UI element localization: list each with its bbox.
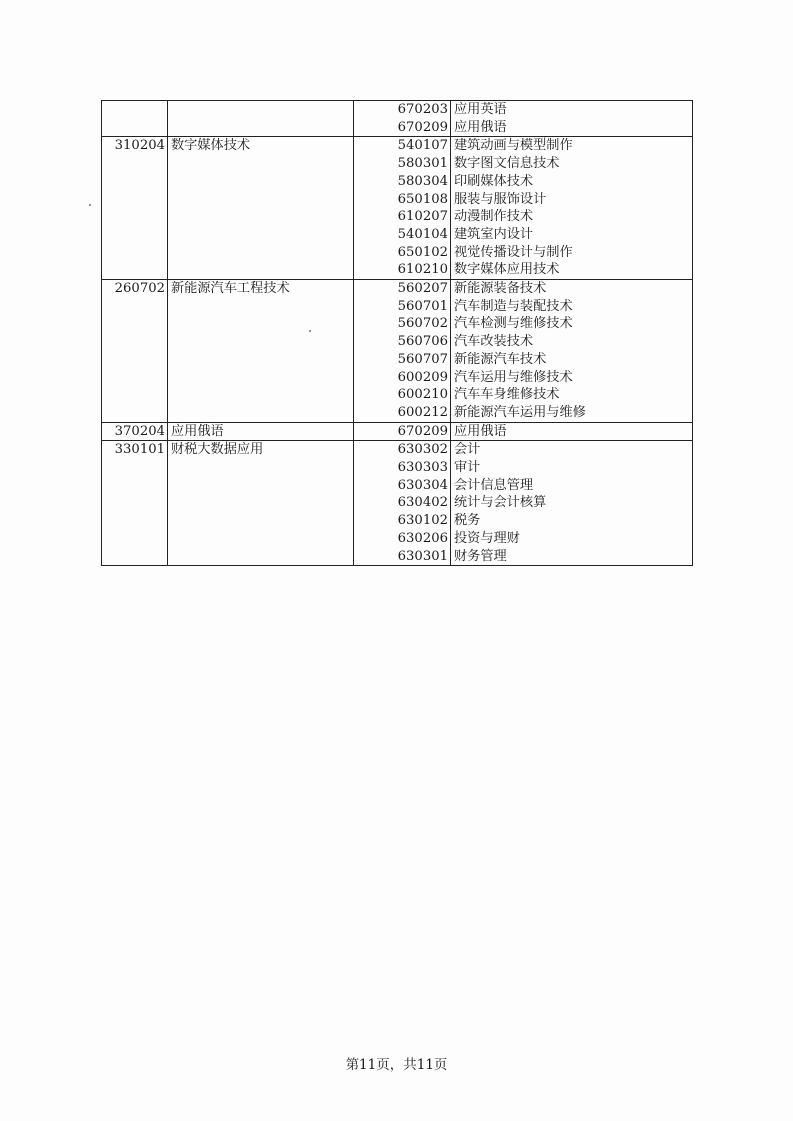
major-code-cell: [102, 191, 168, 209]
related-code-cell: 540107: [354, 137, 451, 155]
related-name-cell: 汽车运用与维修技术: [451, 369, 693, 387]
major-name-cell: [168, 386, 354, 404]
major-name-cell: 应用俄语: [168, 422, 354, 441]
major-name-cell: [168, 155, 354, 173]
major-name-cell: 财税大数据应用: [168, 441, 354, 459]
related-code-cell: 610207: [354, 208, 451, 226]
table-row: [102, 315, 693, 333]
table-row: [102, 191, 693, 209]
major-code-cell: [102, 333, 168, 351]
related-code-cell: 630206: [354, 530, 451, 548]
related-code-cell: 560707: [354, 351, 451, 369]
major-name-cell: [168, 226, 354, 244]
table-row: [102, 351, 693, 369]
major-code-cell: [102, 298, 168, 316]
related-code-cell: 630304: [354, 477, 451, 495]
related-name-cell: 应用俄语: [451, 119, 693, 137]
major-code-cell: [102, 477, 168, 495]
related-name-cell: 汽车检测与维修技术: [451, 315, 693, 333]
scan-speck: [309, 330, 311, 332]
major-name-cell: [168, 119, 354, 137]
table-row: [102, 530, 693, 548]
related-name-cell: 印刷媒体技术: [451, 173, 693, 191]
related-name-cell: 应用英语: [451, 101, 693, 119]
major-name-cell: 新能源汽车工程技术: [168, 280, 354, 298]
related-name-cell: 数字图文信息技术: [451, 155, 693, 173]
table-row: [102, 441, 693, 459]
table-row: [102, 548, 693, 566]
major-code-cell: [102, 261, 168, 279]
related-name-cell: 服装与服饰设计: [451, 191, 693, 209]
major-name-cell: [168, 459, 354, 477]
related-code-cell: 560207: [354, 280, 451, 298]
related-name-cell: 财务管理: [451, 548, 693, 566]
table-row: [102, 226, 693, 244]
table-body: [102, 101, 693, 566]
related-code-cell: 670203: [354, 101, 451, 119]
major-code-cell: [102, 226, 168, 244]
major-code-cell: [102, 512, 168, 530]
related-code-cell: 650102: [354, 244, 451, 262]
related-name-cell: 税务: [451, 512, 693, 530]
table-row: [102, 137, 693, 155]
related-name-cell: 新能源汽车技术: [451, 351, 693, 369]
major-code-cell: [102, 315, 168, 333]
related-name-cell: 会计: [451, 441, 693, 459]
related-name-cell: 建筑动画与模型制作: [451, 137, 693, 155]
related-code-cell: 670209: [354, 422, 451, 441]
table-row: [102, 298, 693, 316]
table-row: [102, 155, 693, 173]
table-row: [102, 119, 693, 137]
related-code-cell: 540104: [354, 226, 451, 244]
major-name-cell: [168, 477, 354, 495]
major-name-cell: [168, 208, 354, 226]
table-row: [102, 208, 693, 226]
major-code-cell: [102, 404, 168, 422]
related-name-cell: 新能源装备技术: [451, 280, 693, 298]
major-code-cell: [102, 530, 168, 548]
major-name-cell: [168, 530, 354, 548]
table-row: [102, 404, 693, 422]
related-code-cell: 560706: [354, 333, 451, 351]
related-name-cell: 动漫制作技术: [451, 208, 693, 226]
major-code-cell: 370204: [102, 422, 168, 441]
related-code-cell: 650108: [354, 191, 451, 209]
major-name-cell: [168, 315, 354, 333]
related-code-cell: 580304: [354, 173, 451, 191]
major-code-cell: [102, 208, 168, 226]
table-row: [102, 333, 693, 351]
major-name-cell: [168, 351, 354, 369]
major-name-cell: [168, 173, 354, 191]
related-name-cell: 建筑室内设计: [451, 226, 693, 244]
major-code-cell: 260702: [102, 280, 168, 298]
table-row: [102, 512, 693, 530]
major-code-cell: [102, 173, 168, 191]
related-code-cell: 670209: [354, 119, 451, 137]
major-name-cell: [168, 548, 354, 566]
related-code-cell: 560702: [354, 315, 451, 333]
related-code-cell: 630102: [354, 512, 451, 530]
major-name-cell: [168, 512, 354, 530]
major-code-cell: [102, 351, 168, 369]
table-row: [102, 477, 693, 495]
related-name-cell: 会计信息管理: [451, 477, 693, 495]
major-mapping-table: [101, 100, 693, 566]
table-row: [102, 422, 693, 441]
related-code-cell: 580301: [354, 155, 451, 173]
related-code-cell: 600210: [354, 386, 451, 404]
table-row: [102, 280, 693, 298]
related-code-cell: 610210: [354, 261, 451, 279]
major-name-cell: [168, 298, 354, 316]
table-row: [102, 386, 693, 404]
major-name-cell: [168, 101, 354, 119]
related-code-cell: 630301: [354, 548, 451, 566]
major-name-cell: [168, 244, 354, 262]
related-name-cell: 汽车车身维修技术: [451, 386, 693, 404]
major-code-cell: 330101: [102, 441, 168, 459]
major-name-cell: [168, 333, 354, 351]
major-name-cell: [168, 369, 354, 387]
table-row: [102, 173, 693, 191]
related-name-cell: 新能源汽车运用与维修: [451, 404, 693, 422]
related-name-cell: 数字媒体应用技术: [451, 261, 693, 279]
related-name-cell: 投资与理财: [451, 530, 693, 548]
related-code-cell: 560701: [354, 298, 451, 316]
related-name-cell: 审计: [451, 459, 693, 477]
table-row: [102, 101, 693, 119]
related-name-cell: 汽车改装技术: [451, 333, 693, 351]
related-name-cell: 汽车制造与装配技术: [451, 298, 693, 316]
major-code-cell: [102, 459, 168, 477]
table-row: [102, 369, 693, 387]
related-code-cell: 630303: [354, 459, 451, 477]
major-code-cell: [102, 494, 168, 512]
major-name-cell: [168, 404, 354, 422]
related-code-cell: 630402: [354, 494, 451, 512]
scan-speck: [89, 204, 91, 206]
table-row: [102, 244, 693, 262]
major-name-cell: [168, 494, 354, 512]
related-code-cell: 600212: [354, 404, 451, 422]
major-name-cell: [168, 261, 354, 279]
related-code-cell: 630302: [354, 441, 451, 459]
major-code-cell: [102, 386, 168, 404]
related-name-cell: 应用俄语: [451, 422, 693, 441]
major-code-cell: [102, 244, 168, 262]
page-footer: 第11页，共11页: [345, 1057, 448, 1073]
major-name-cell: [168, 191, 354, 209]
table-row: [102, 494, 693, 512]
major-code-cell: [102, 155, 168, 173]
related-code-cell: 600209: [354, 369, 451, 387]
table-row: [102, 459, 693, 477]
major-code-cell: 310204: [102, 137, 168, 155]
major-code-cell: [102, 119, 168, 137]
related-name-cell: 统计与会计核算: [451, 494, 693, 512]
related-name-cell: 视觉传播设计与制作: [451, 244, 693, 262]
table-row: [102, 261, 693, 279]
major-code-cell: [102, 548, 168, 566]
major-code-cell: [102, 101, 168, 119]
major-code-cell: [102, 369, 168, 387]
major-name-cell: 数字媒体技术: [168, 137, 354, 155]
